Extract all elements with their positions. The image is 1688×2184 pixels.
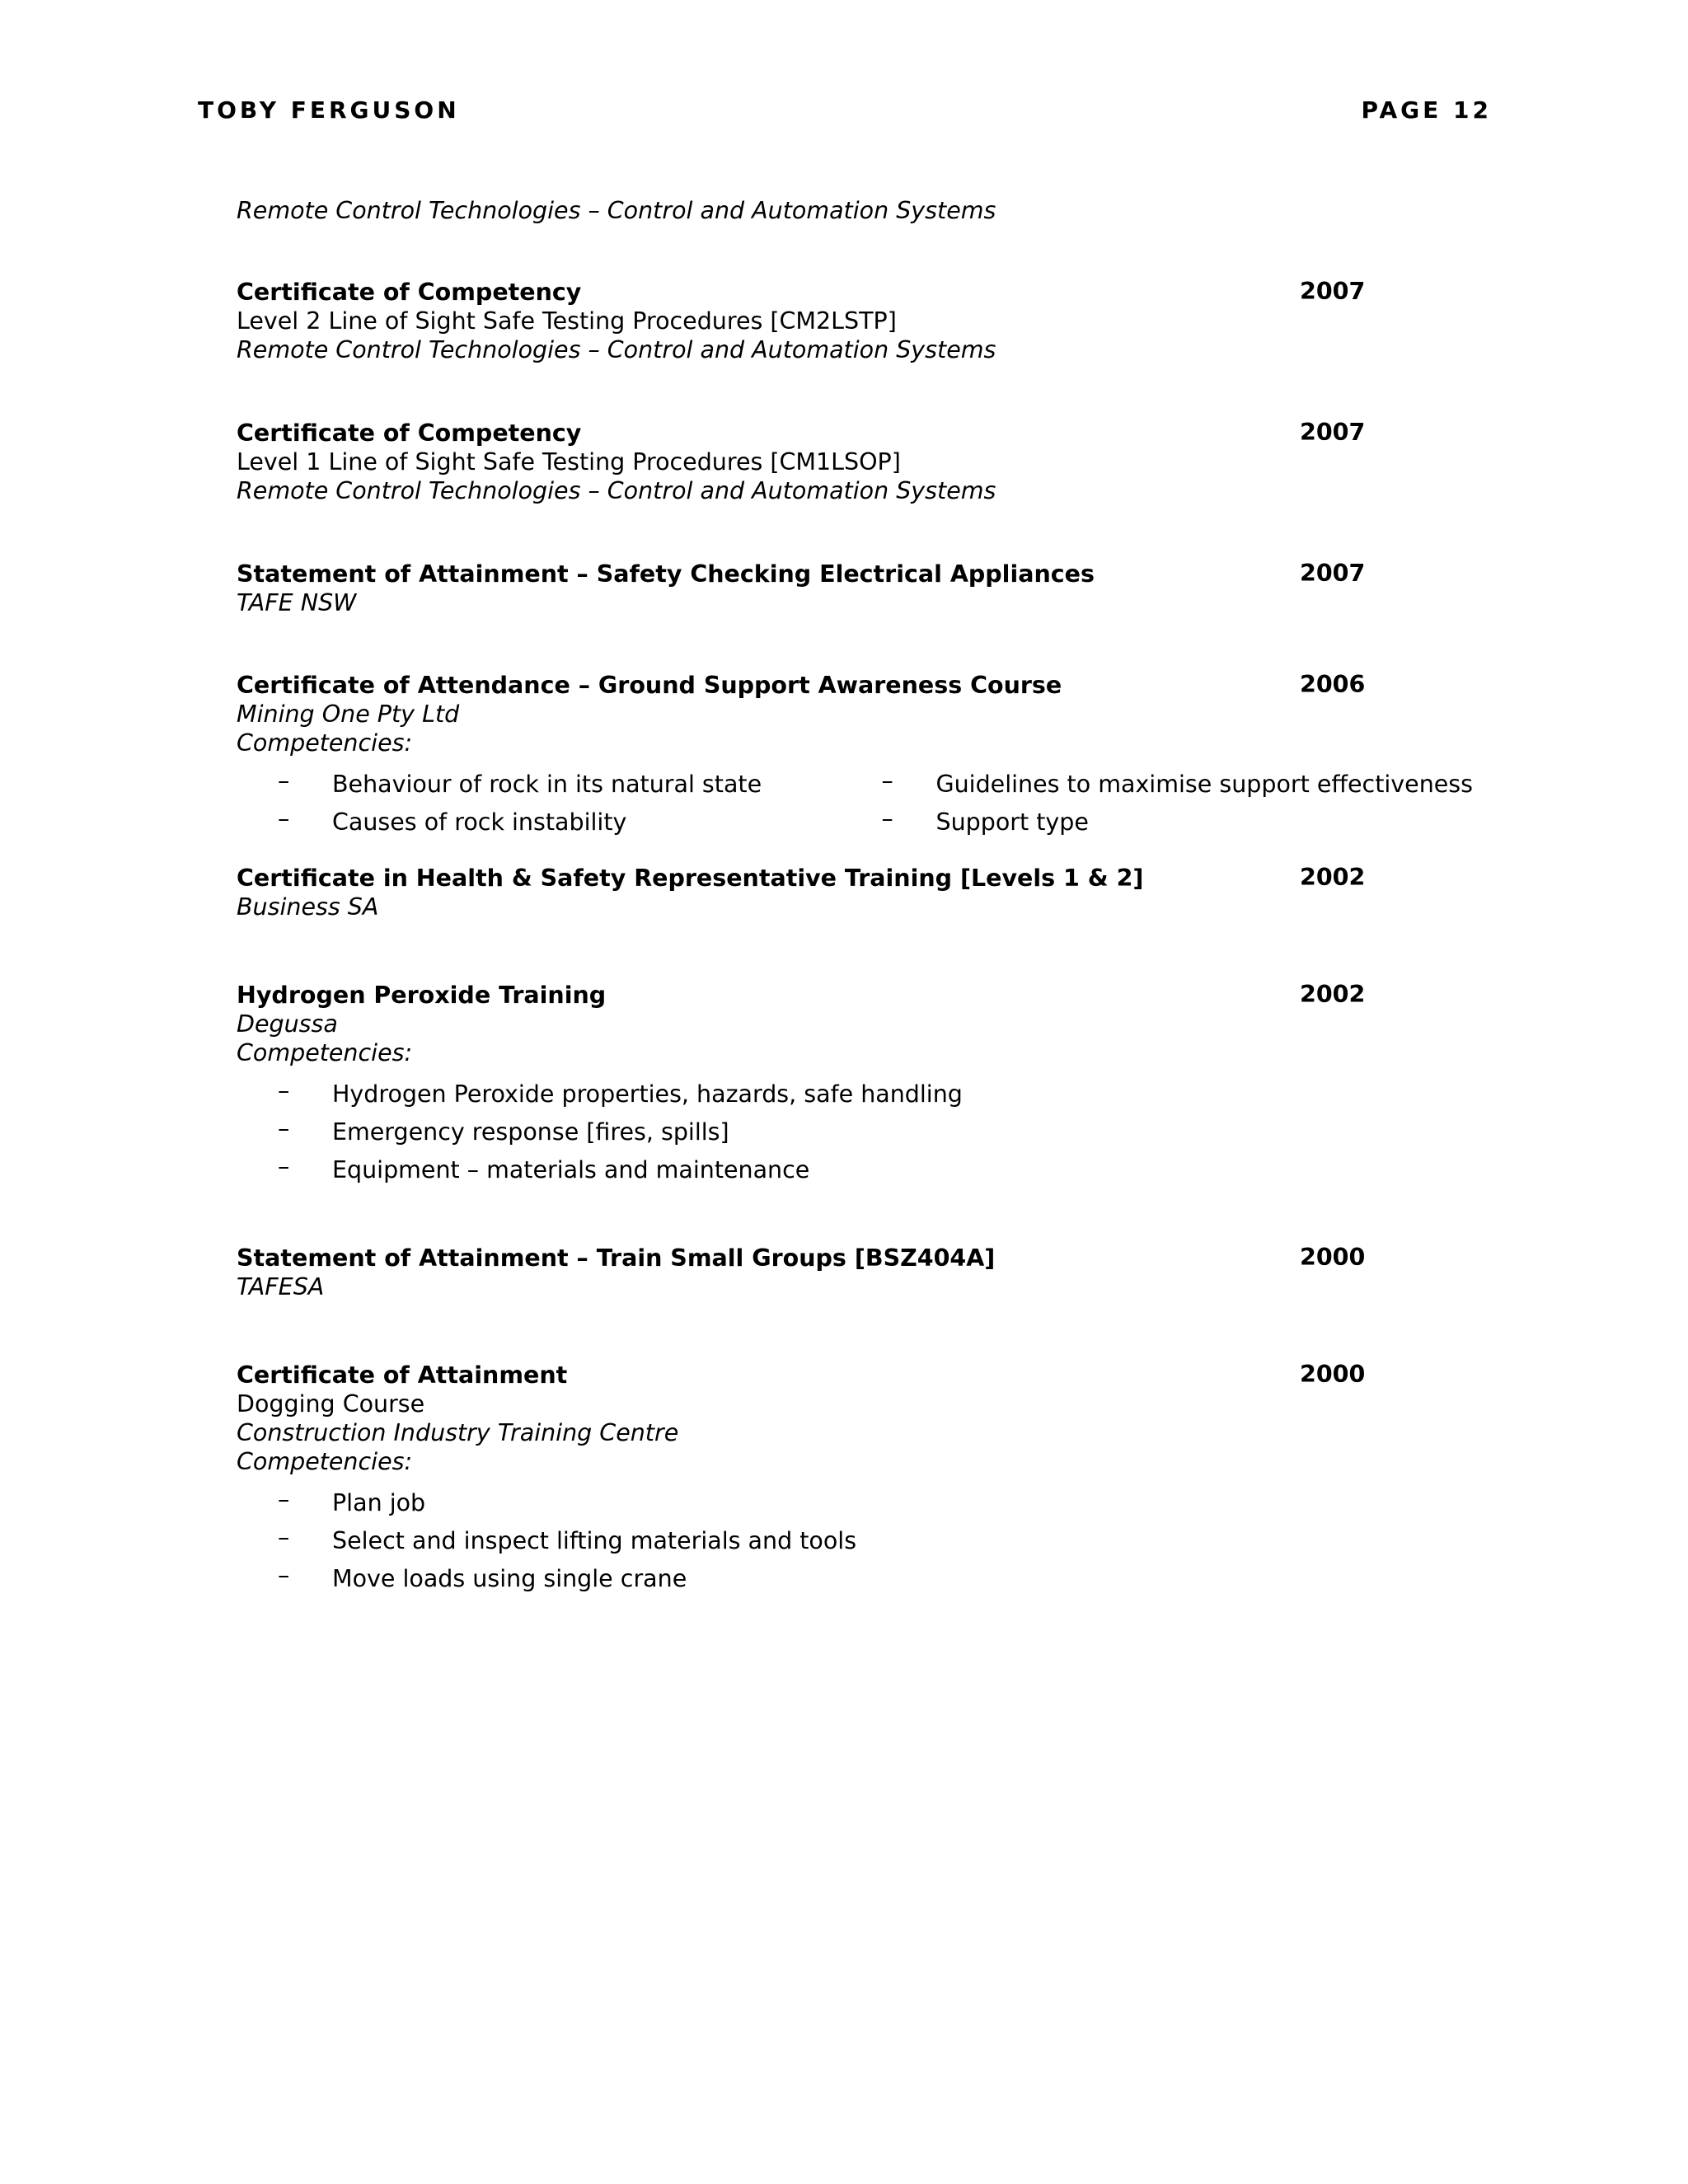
list-item: – Select and inspect lifting materials and tools — [237, 1522, 1473, 1560]
qualification-detail: Level 1 Line of Sight Safe Testing Procedures [CM1LSOP] — [237, 448, 901, 476]
qualification-year: 2002 — [1300, 864, 1366, 891]
qualification-year: 2006 — [1300, 671, 1366, 698]
page-number: PAGE 12 — [1361, 96, 1492, 124]
list-item: – Causes of rock instability — [237, 804, 841, 841]
competency-list — [237, 1076, 1473, 1189]
list-item: – Guidelines to maximise support effectiveness — [841, 766, 1473, 804]
competency-column-left — [237, 766, 841, 841]
qualification-year: 2000 — [1300, 1244, 1366, 1271]
provider: Remote Control Technologies – Control and Automation Systems — [237, 336, 996, 363]
list-item: – Behaviour of rock in its natural state — [237, 766, 841, 804]
provider: Business SA — [237, 893, 379, 921]
qualification-title: Certificate of Attainment — [237, 1361, 568, 1389]
list-item: – Emergency response [fires, spills] — [237, 1113, 1473, 1151]
dash-bullet: – — [881, 805, 893, 832]
continued-provider — [237, 196, 1473, 225]
page-header — [198, 96, 1492, 124]
provider: TAFESA — [237, 1273, 325, 1301]
provider: Remote Control Technologies – Control and Automation Systems — [237, 197, 996, 224]
qualification-title: Certificate of Competency — [237, 279, 582, 306]
dash-bullet: – — [278, 1077, 290, 1104]
provider: TAFE NSW — [237, 589, 357, 616]
competency-list — [237, 766, 1473, 841]
qualification-title: Certificate of Attendance – Ground Support Awareness Course — [237, 672, 1062, 699]
provider: Remote Control Technologies – Control and Automation Systems — [237, 477, 996, 504]
qualification-entry — [237, 671, 1473, 841]
provider: Degussa — [237, 1010, 338, 1038]
list-item: – Hydrogen Peroxide properties, hazards, safe handling — [237, 1076, 1473, 1113]
competencies-label: Competencies: — [237, 1448, 413, 1475]
dash-bullet: – — [278, 1115, 290, 1142]
qualification-year: 2007 — [1300, 560, 1366, 587]
dash-bullet: – — [278, 1562, 290, 1589]
qualification-title: Hydrogen Peroxide Training — [237, 982, 607, 1009]
provider: Construction Industry Training Centre — [237, 1419, 679, 1446]
competency-column-right — [841, 766, 1473, 841]
dash-bullet: – — [278, 767, 290, 794]
qualification-title: Certificate of Competency — [237, 419, 582, 447]
list-item: – Support type — [841, 804, 1473, 841]
qualification-year: 2000 — [1300, 1361, 1366, 1388]
qualification-entry — [237, 864, 1473, 921]
list-item: – Move loads using single crane — [237, 1560, 1473, 1598]
dash-bullet: – — [278, 1486, 290, 1513]
qualification-title: Certificate in Health & Safety Representative Training [Levels 1 & 2] — [237, 865, 1144, 892]
qualification-year: 2007 — [1300, 278, 1366, 305]
author-name: TOBY FERGUSON — [198, 96, 460, 124]
qualification-year: 2007 — [1300, 419, 1366, 446]
dash-bullet: – — [278, 805, 290, 832]
qualification-entry — [237, 419, 1473, 505]
qualification-entry — [237, 981, 1473, 1189]
dash-bullet: – — [278, 1153, 290, 1180]
list-item: – Equipment – materials and maintenance — [237, 1151, 1473, 1189]
qualification-detail: Dogging Course — [237, 1390, 425, 1418]
competencies-label: Competencies: — [237, 729, 413, 757]
provider: Mining One Pty Ltd — [237, 701, 460, 728]
qualification-entry — [237, 1361, 1473, 1598]
qualification-title: Statement of Attainment – Train Small Groups [BSZ404A] — [237, 1244, 996, 1272]
dash-bullet: – — [278, 1524, 290, 1551]
competencies-label: Competencies: — [237, 1039, 413, 1066]
qualification-year: 2002 — [1300, 981, 1366, 1008]
qualification-title: Statement of Attainment – Safety Checking Electrical Appliances — [237, 560, 1095, 588]
qualification-detail: Level 2 Line of Sight Safe Testing Procedures [CM2LSTP] — [237, 307, 897, 335]
qualification-entry — [237, 1244, 1473, 1301]
qualification-entry — [237, 278, 1473, 364]
qualification-entry — [237, 560, 1473, 617]
list-item: – Plan job — [237, 1484, 1473, 1522]
dash-bullet: – — [881, 767, 893, 794]
competency-list — [237, 1484, 1473, 1598]
